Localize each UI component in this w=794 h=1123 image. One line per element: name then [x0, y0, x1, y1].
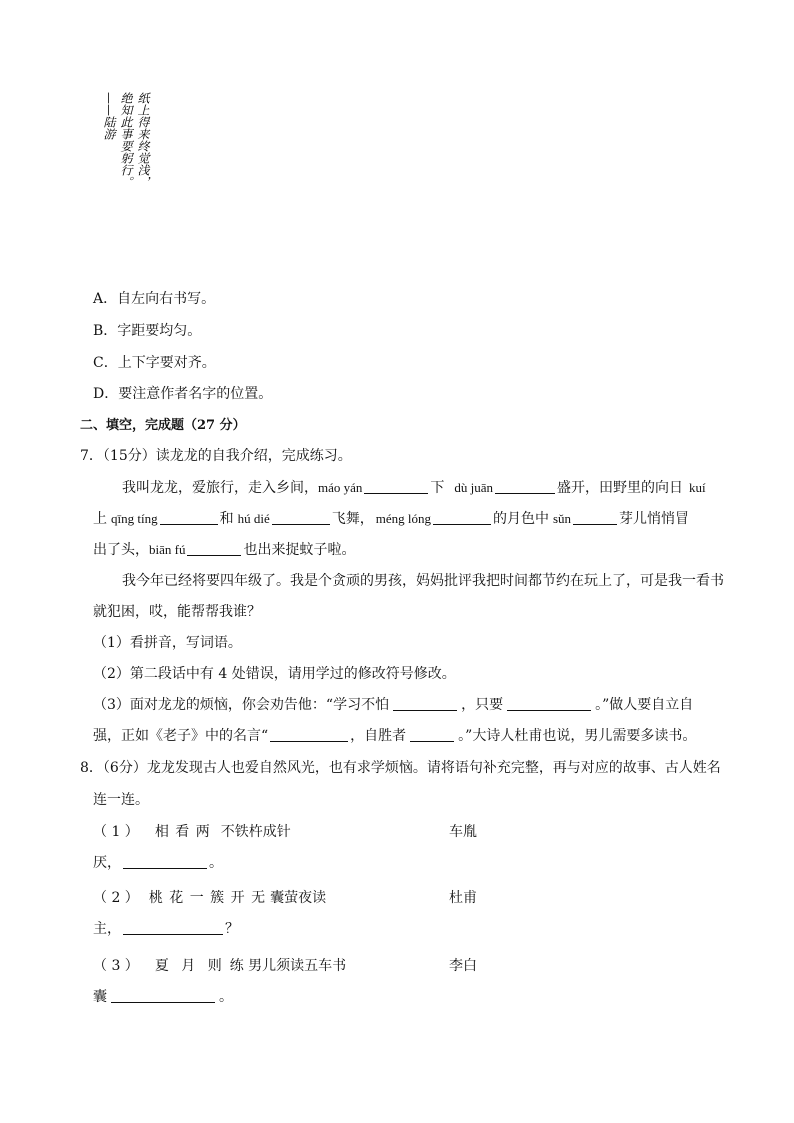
answer-blank[interactable] [495, 479, 555, 494]
text: 出了头， [93, 542, 149, 558]
q8-row-2 [93, 887, 326, 907]
text: （3）面对龙龙的烦恼，你会劝告他：“学习不怕 [93, 697, 390, 713]
row-story: 不铁杵成针 [220, 824, 291, 840]
text: 我叫龙龙，爱旅行，走入乡间， [122, 480, 318, 496]
q7-para1-line1 [122, 477, 706, 497]
q8-name-3[interactable]: 李白 [449, 958, 477, 974]
row-text: 夏 月 则 [154, 958, 226, 974]
text: 盛开，田野里的向日 [557, 480, 684, 496]
pinyin: biān fú [149, 542, 186, 557]
q8-title-line1: 8．（6分）龙龙发现古人也爱自然风光，也有求学烦恼。请将语句补充完整，再与对应的故事、古人姓名 [80, 760, 721, 776]
row-number: （ 3 ） [93, 958, 139, 974]
q8-title-line2: 连一连。 [93, 792, 149, 808]
q8-name-2[interactable]: 杜甫 [449, 890, 477, 906]
calligraphy-image [100, 92, 150, 282]
answer-blank[interactable] [410, 727, 454, 742]
pinyin: sǔn [552, 511, 572, 526]
text: 。”做人要自立自 [595, 697, 694, 713]
text: 上 [93, 511, 107, 527]
q8-row-1 [93, 821, 291, 841]
text: ，只要 [461, 697, 504, 713]
text: 下 [430, 480, 445, 496]
option-b: B．字距要均匀。 [93, 323, 202, 339]
q7-para1-line2 [93, 508, 689, 528]
text: 也出来捉蚊子啦。 [243, 542, 356, 558]
text: 。 [219, 989, 233, 1005]
answer-blank[interactable] [111, 988, 215, 1003]
text: 囊 [93, 989, 107, 1005]
text: 和 [219, 511, 234, 527]
option-c: C．上下字要对齐。 [93, 355, 216, 371]
q7-sub2: （2）第二段话中有 4 处错误，请用学过的修改符号修改。 [93, 666, 456, 682]
calligraphy-col-middle: 绝知此事要躬行。 [119, 92, 133, 188]
pinyin: méng lóng [375, 511, 431, 526]
row-number: （ 2 ） [93, 890, 139, 906]
text: 。”大诗人杜甫也说，男儿需要多读书。 [458, 728, 697, 744]
text: 的月色中 [492, 511, 549, 527]
q7-sub3-line2 [93, 725, 696, 745]
text: ？ [225, 921, 239, 937]
pinyin: kuí [689, 480, 706, 495]
answer-blank[interactable] [364, 479, 428, 494]
q7-para2-line1: 我今年已经将要四年级了。我是个贪顽的男孩，妈妈批评我把时间都节约在玩上了，可是我一看书 [122, 573, 724, 589]
pinyin: hú dié [237, 511, 270, 526]
q7-para1-line3 [93, 539, 355, 559]
q7-title: 7．（15分）读龙龙的自我介绍，完成练习。 [80, 448, 352, 464]
row-text: 相 看 两 [154, 824, 211, 840]
answer-blank[interactable] [433, 510, 491, 525]
answer-blank[interactable] [123, 920, 223, 935]
answer-blank[interactable] [507, 696, 591, 711]
answer-blank[interactable] [272, 510, 330, 525]
answer-blank[interactable] [160, 510, 218, 525]
calligraphy-col-left: ——陆游 [102, 92, 116, 140]
answer-blank[interactable] [393, 696, 457, 711]
pinyin: qīng tíng [111, 511, 158, 526]
text: 芽儿悄悄冒 [619, 511, 690, 527]
answer-blank[interactable] [187, 541, 241, 556]
text: 厌， [93, 855, 121, 871]
text: 主， [93, 921, 121, 937]
section-heading: 二、填空，完成题（27 分） [80, 418, 246, 433]
text: 强，正如《老子》中的名言“ [93, 728, 269, 744]
answer-blank[interactable] [123, 854, 207, 869]
q7-sub3-line1 [93, 694, 693, 714]
option-d: D．要注意作者名字的位置。 [93, 386, 273, 402]
q8-row-1-cont [93, 852, 223, 872]
row-text: 桃 花 一 簇 开 无 [148, 890, 267, 906]
answer-blank[interactable] [270, 727, 348, 742]
option-a: A．自左向右书写。 [93, 291, 216, 307]
answer-blank[interactable] [573, 510, 617, 525]
row-story: 囊萤夜读 [270, 890, 327, 906]
text: ，自胜者 [350, 728, 407, 744]
text: 飞舞， [331, 511, 374, 527]
pinyin: dù juān [454, 480, 494, 495]
pinyin: máo yán [318, 480, 363, 495]
calligraphy-col-right: 纸上得来终觉浅， [136, 92, 150, 188]
q8-row-3-cont [93, 986, 233, 1006]
row-story: 练 男儿须读五车书 [229, 958, 347, 974]
row-number: （ 1 ） [93, 824, 139, 840]
q8-name-1[interactable]: 车胤 [449, 824, 477, 840]
q7-sub1: （1）看拼音，写词语。 [93, 635, 242, 651]
q8-row-2-cont [93, 918, 239, 938]
q8-row-3 [93, 955, 346, 975]
text: 。 [209, 855, 223, 871]
q7-para2-line2: 就犯困，哎，能帮帮我谁？ [93, 604, 261, 620]
